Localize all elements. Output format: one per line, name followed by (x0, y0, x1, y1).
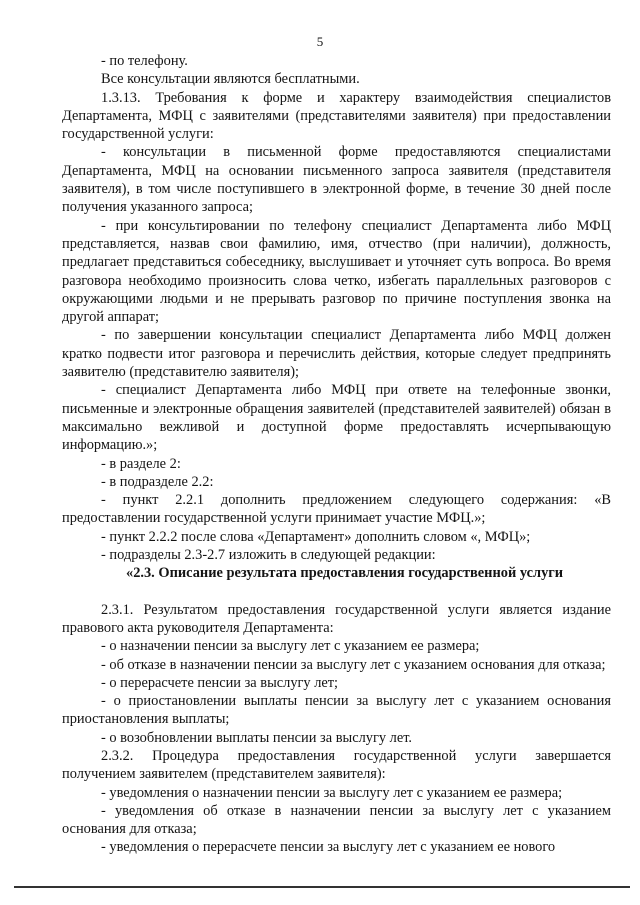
paragraph: - при консультировании по телефону специалист Департамента либо МФЦ представляется, назвав свои фамилию, имя, отчество (при наличии), должность, предлагает представиться собеседнику, выслушивает и уточняет суть вопроса. Во время разговора необходимо произносить слова четко, избегать параллельных разговоров с окружающими людьми и не прерывать разговор по причине поступления звонка на другой аппарат; (62, 217, 611, 326)
paragraph: - об отказе в назначении пенсии за выслугу лет с указанием основания для отказа; (101, 656, 606, 673)
paragraph: - пункт 2.2.1 дополнить предложением следующего содержания: «В предоставлении государственной услуги принимает участие МФЦ.»; (62, 492, 611, 527)
paragraph: - о возобновлении выплаты пенсии за выслугу лет. (101, 729, 413, 746)
paragraph: - о приостановлении выплаты пенсии за выслугу лет с указанием основания приостановления выплаты; (62, 693, 611, 728)
paragraph: - подразделы 2.3-2.7 изложить в следующей редакции: (101, 547, 436, 564)
paragraph: 2.3.1. Результатом предоставления государственной услуги является издание правового акта руководителя Департамента: (62, 601, 611, 636)
paragraph: - уведомления о назначении пенсии за выслугу лет с указанием ее размера; (101, 784, 563, 801)
section-heading: «2.3. Описание результата предоставления государственной услуги (126, 565, 564, 582)
page-number: 5 (316, 34, 324, 49)
document-body (62, 52, 611, 857)
paragraph: - о перерасчете пенсии за выслугу лет; (101, 674, 339, 691)
paragraph: 1.3.13. Требования к форме и характеру взаимодействия специалистов Департамента, МФЦ с заявителями (представителями заявителя) при предоставлении государственной услуги: (62, 89, 611, 143)
bottom-rule (14, 886, 630, 888)
paragraph: - по телефону. (101, 53, 188, 69)
paragraph: - уведомления о перерасчете пенсии за выслугу лет с указанием ее нового (101, 839, 556, 856)
paragraph: Все консультации являются бесплатными. (101, 71, 360, 88)
paragraph: 2.3.2. Процедура предоставления государственной услуги завершается получением заявителем (представителем заявителя): (62, 747, 611, 783)
paragraph: - уведомления об отказе в назначении пенсии за выслугу лет с указанием основания для отказа; (62, 802, 611, 838)
paragraph: - в подразделе 2.2: (101, 473, 214, 490)
paragraph: - пункт 2.2.2 после слова «Департамент» дополнить словом «, МФЦ»; (101, 528, 531, 545)
paragraph: - по завершении консультации специалист Департамента либо МФЦ должен кратко подвести итог разговора и перечислить действия, которые следует предпринять заявителю (представителю заявителя); (62, 327, 611, 381)
paragraph: - специалист Департамента либо МФЦ при ответе на телефонные звонки, письменные и электронные обращения заявителей (представителей заявителей) обязан в максимально вежливой и доступной форме предоставлять исчерпывающую информацию.»; (62, 382, 611, 454)
paragraph: - консультации в письменной форме предоставляются специалистами Департамента, МФЦ на основании письменного запроса заявителя (представителя заявителя), в том числе поступившего в электронной форме, в течение 30 дней после получения указанного запроса; (62, 144, 611, 216)
paragraph: - в разделе 2: (101, 455, 181, 472)
paragraph: - о назначении пенсии за выслугу лет с указанием ее размера; (101, 638, 480, 655)
